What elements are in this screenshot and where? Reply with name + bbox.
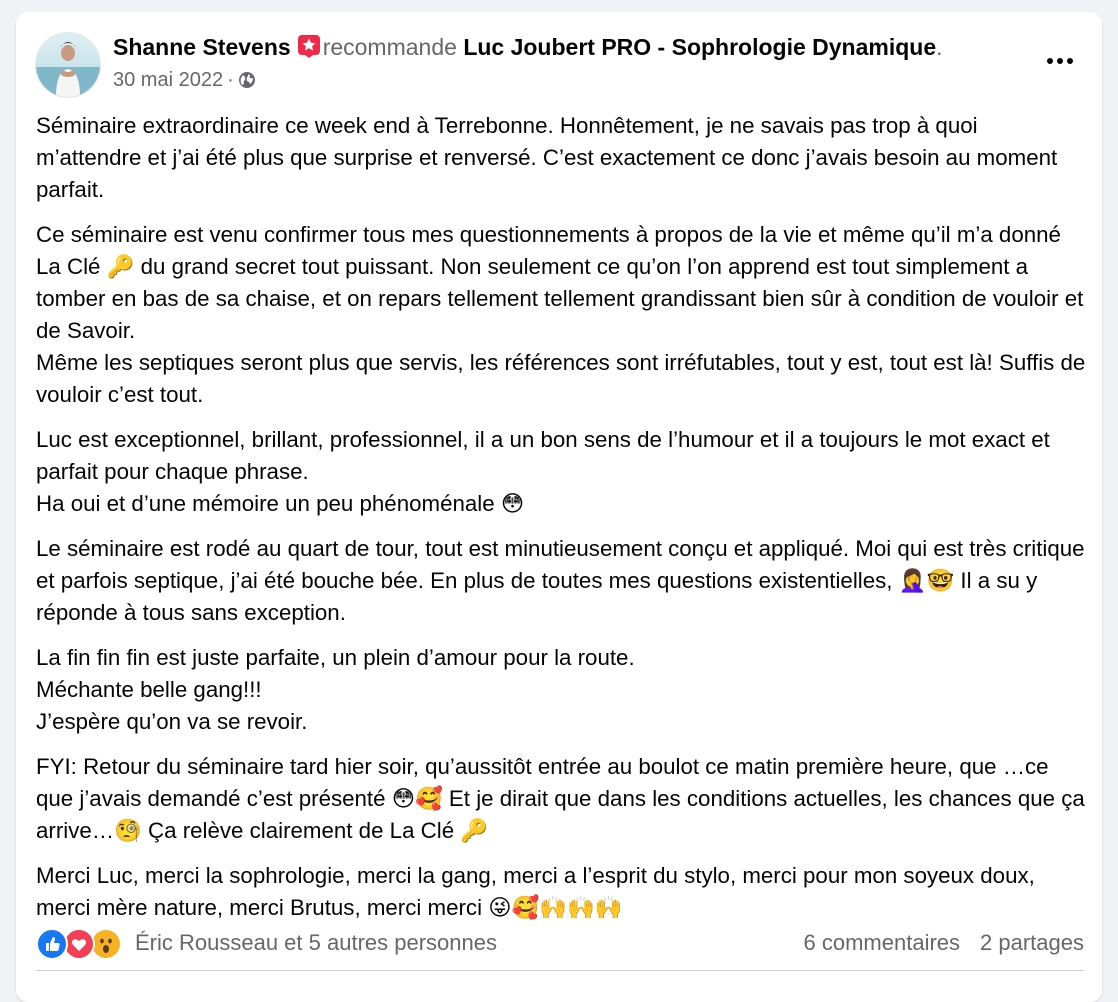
paragraph-6 [36,751,1086,847]
paragraph-1 [36,110,1086,206]
dot-icon [1057,58,1063,64]
dot-icon [1067,58,1073,64]
reactions-summary[interactable] [36,928,128,958]
paragraph-5 [36,642,1086,738]
post-footer [36,925,1084,963]
text-line: Merci Luc, merci la sophrologie, merci la gang, merci a l’esprit du stylo, merci pour mon soyeux doux, merci mère nature, merci Brutus, merci merci 😜🥰🙌🙌🙌 [36,863,1035,920]
text-line: Méchante belle gang!!! [36,677,262,702]
footer-divider [36,970,1084,971]
paragraph-2 [36,219,1086,411]
header-period: . [936,34,943,60]
text-line: Ce séminaire est venu confirmer tous mes questionnements à propos de la vie et même qu’il m’a donné La Clé 🔑 du grand secret tout puissant. Non seulement ce qu’on l’on apprend est tout simplement a tomber en bas de sa chaise, et on repars tellement tellement grandissant bien sûr à condition de vouloir et de Savoir. [36,222,1084,343]
recommend-verb: recommande [322,34,457,60]
text-line: La fin fin fin est juste parfaite, un plein d’amour pour la route. [36,645,635,670]
reactors-text[interactable]: Éric Rousseau et 5 autres personnes [135,930,497,955]
post-date[interactable]: 30 mai 2022 [113,69,224,91]
post-meta [113,69,256,95]
post-card [16,12,1102,1002]
like-icon [36,928,68,960]
text-line: Ha oui et d’une mémoire un peu phénoménale 😳 [36,491,525,516]
post-header [113,34,943,64]
text-line: Même les septiques seront plus que servis, les références sont irréfutables, tout y est, tout est là! Suffis de vouloir c’est tout. [36,350,1086,407]
more-options-button[interactable] [1038,46,1082,76]
engagement-counts [804,930,1084,956]
recommended-page-link[interactable]: Luc Joubert PRO - Sophrologie Dynamique [463,34,937,60]
recommend-badge-icon [297,34,321,64]
globe-icon[interactable] [238,71,256,95]
text-line: J’espère qu’on va se revoir. [36,709,308,734]
avatar[interactable] [35,32,101,98]
text-line: Le séminaire est rodé au quart de tour, tout est minutieusement conçu et appliqué. Moi qui est très critique et parfois septique, j’ai été bouche bée. En plus de toutes mes questions existentielles, 🤦‍♀️🤓 Il a su y réponde à tous sans exception. [36,536,1085,625]
paragraph-4 [36,533,1086,629]
text-line: Luc est exceptionnel, brillant, professionnel, il a un bon sens de l’humour et il a toujours le mot exact et parfait pour chaque phrase. [36,427,1050,484]
dot-icon [1047,58,1053,64]
paragraph-3 [36,424,1086,520]
paragraph-7 [36,860,1086,924]
shares-count[interactable]: 2 partages [980,930,1084,955]
text-line: FYI: Retour du séminaire tard hier soir, qu’aussitôt entrée au boulot ce matin première heure, que …ce que j’avais demandé c’est présenté 😳🥰 Et je dirait que dans les conditions actuelles, les chances que ça arrive…🧐 Ça relève clairement de La Clé 🔑 [36,754,1085,843]
text-line: Séminaire extraordinaire ce week end à Terrebonne. Honnêtement, je ne savais pas trop à quoi m’attendre et j’ai été plus que surprise et renversé. C’est exactement ce donc j’avais besoin au moment parfait. [36,113,1058,202]
meta-separator: · [227,69,234,91]
post-body [36,110,1086,937]
author-name[interactable]: Shanne Stevens [113,34,291,60]
comments-count[interactable]: 6 commentaires [803,930,961,955]
